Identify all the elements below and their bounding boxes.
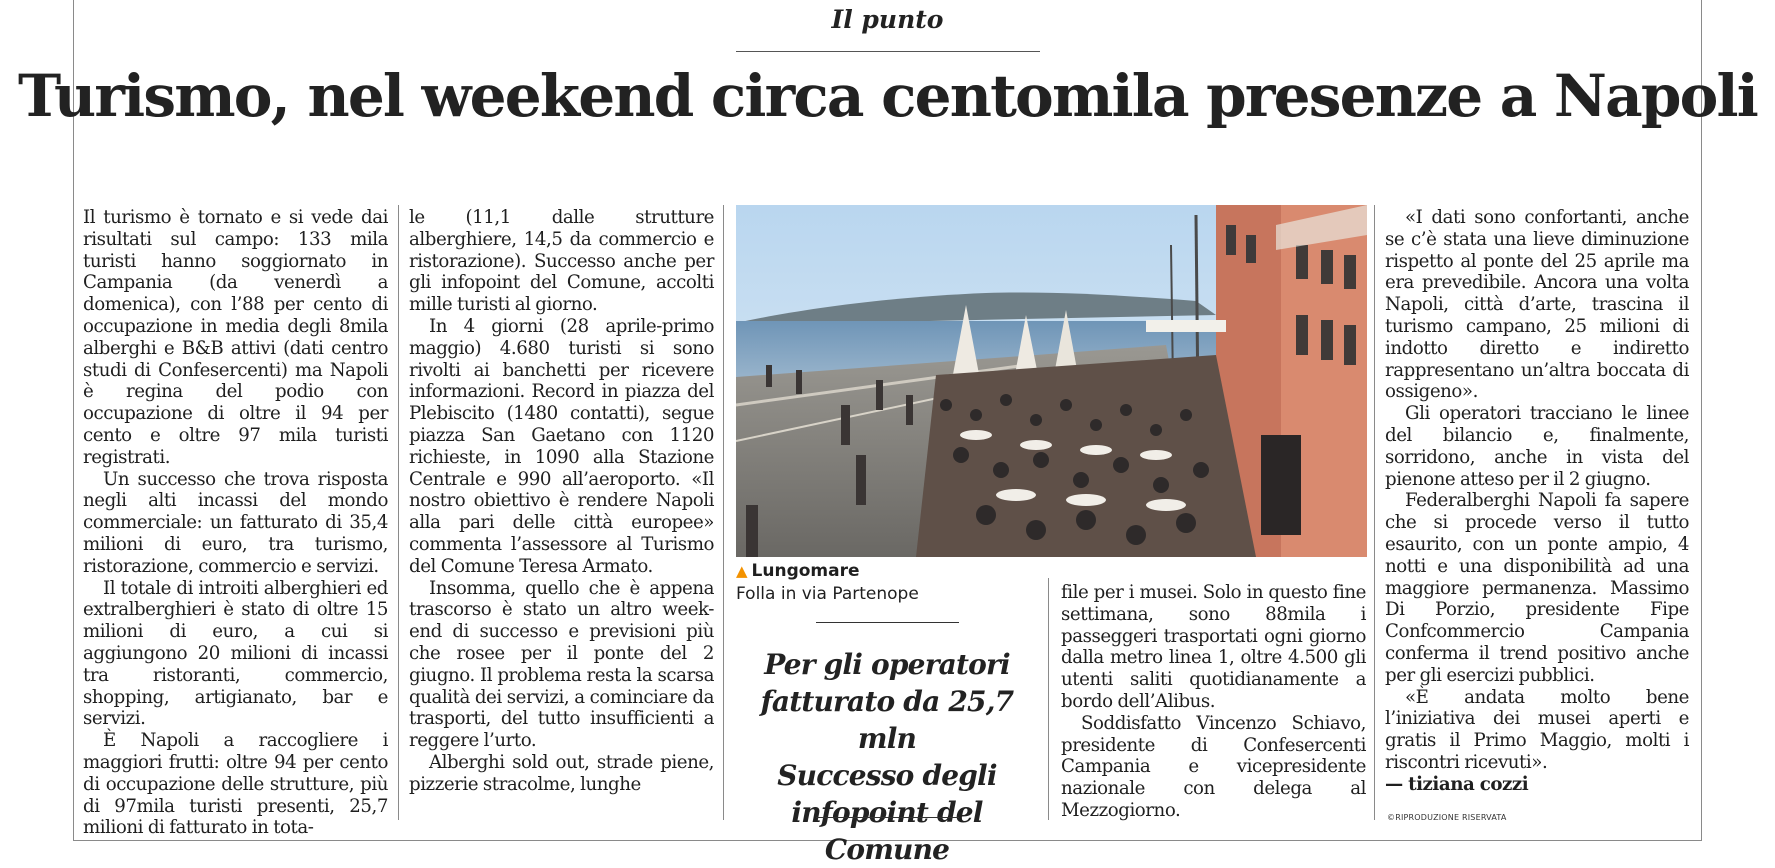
paragraph: Soddisfatto Vincenzo Schiavo, presidente di Confesercenti Campania e vicepresidente nazionale con delega al Mezzogiorno. (1061, 712, 1366, 821)
paragraph: Un successo che trova risposta negli alti incassi del mondo commerciale: un fatturato di 35,4 milioni di euro, tra turismo, ristorazione, commercio e servizi. (83, 468, 388, 577)
pullquote (730, 646, 1044, 868)
pullquote-line: infopoint del Comune (791, 796, 983, 866)
photo-caption-text: Folla in via Partenope (736, 584, 919, 604)
column-rule (1048, 578, 1049, 820)
paragraph: In 4 giorni (28 aprile-primo maggio) 4.680 turisti si sono rivolti ai banchetti per ricevere informazioni. Record in piazza del Plebiscito (1480 contatti), segue piazza San Gaetano con 1120 richieste, in 1090 alla Stazione Centrale e 990 all’aeroporto. «Il nostro obiettivo è rendere Napoli alla pari delle città europee» commenta l’assessore al Turismo del Comune Teresa Armato. (409, 315, 714, 577)
paragraph: le (11,1 dalle strutture alberghiere, 14,5 da commercio e ristorazione). Successo anche per gli infopoint del Comune, accolti mille turisti al giorno. (409, 207, 714, 316)
paragraph: «È andata molto bene l’iniziativa dei musei aperti e gratis il Primo Maggio, molti i riscontri ricevuti». (1385, 686, 1689, 773)
column-rule (1374, 205, 1375, 820)
pullquote-top-rule (816, 622, 959, 623)
pullquote-line: Successo degli (777, 759, 997, 792)
waterfront-crowd-illustration (736, 205, 1367, 557)
section-kicker: Il punto (831, 5, 944, 34)
photo-lungomare (736, 205, 1367, 557)
paragraph: Federalberghi Napoli fa sapere che si procede verso il tutto esaurito, con un ponte ampio, 4 notti e una disponibilità ad una maggiore permanenza. Massimo Di Porzio, presidente Fipe Confcommercio Campania conferma il trend positivo anche per gli esercizi pubblici. (1385, 490, 1689, 686)
pullquote-bottom-rule (816, 817, 959, 818)
body-column-2 (409, 207, 714, 796)
body-column-4 (1385, 207, 1689, 796)
triangle-up-icon: ▲ (736, 562, 748, 580)
column-rule (723, 205, 724, 820)
pullquote-line: fatturato da 25,7 mln (760, 685, 1014, 755)
copyright-notice: ©RIPRODUZIONE RISERVATA (1387, 813, 1507, 822)
pullquote-line: Per gli operatori (764, 648, 1010, 681)
kicker-rule (736, 51, 1040, 52)
paragraph: Il turismo è tornato e si vede dai risultati sul campo: 133 mila turisti hanno soggiornato in Campania (da venerdì a domenica), con l’88 per cento di occupazione in media degli 8mila alberghi e B&B attivi (dati centro studi di Confesercenti) ma Napoli è regina del podio con occupazione di oltre il 94 per cento e oltre 97 mila turisti registrati. (83, 207, 388, 468)
paragraph: Il totale di introiti alberghieri ed extralberghieri è stato di oltre 15 milioni di euro, a cui si aggiungono 20 milioni di incassi tra ristoranti, commercio, shopping, artigianato, bar e servizi. (83, 577, 388, 730)
paragraph: È Napoli a raccogliere i maggiori frutti: oltre 94 per cento di occupazione delle strutture, più di 97mila turisti presenti, 25,7 milioni di fatturato in tota- (83, 730, 388, 839)
author-signature: — tiziana cozzi (1385, 773, 1529, 795)
paragraph: Insomma, quello che è appena trascorso è stato un altro week-end di successo e previsioni più che rosee per il ponte del 2 giugno. Il problema resta la scarsa qualità dei servizi, a cominciare da trasporti, del tutto insufficienti a reggere l’urto. (409, 577, 714, 752)
paragraph: file per i musei. Solo in questo fine settimana, sono 88mila i passeggeri trasportati ogni giorno dalla metro linea 1, oltre 4.500 gli utenti saliti quotidianamente a bordo dell’Alibus. (1061, 582, 1366, 712)
paragraph: Alberghi sold out, strade piene, pizzerie stracolme, lunghe (409, 751, 714, 795)
paragraph: «I dati sono confortanti, anche se c’è stata una lieve diminuzione rispetto al ponte del 25 aprile ma era prevedibile. Ancora una volta Napoli, città d’arte, trascina il turismo campano, 25 milioni di indotto diretto e indiretto rappresentano un’altra boccata di ossigeno». (1385, 207, 1689, 403)
body-column-3 (1061, 582, 1366, 822)
photo-caption-title-text: Lungomare (751, 561, 860, 581)
column-rule (398, 205, 399, 820)
headline: Turismo, nel weekend circa centomila presenze a Napoli (17, 62, 1758, 130)
body-column-1 (83, 207, 388, 839)
paragraph: Gli operatori tracciano le linee del bilancio e, finalmente, sorridono, anche in vista del pienone atteso per il 2 giugno. (1385, 403, 1689, 490)
photo-caption-title (736, 561, 860, 581)
